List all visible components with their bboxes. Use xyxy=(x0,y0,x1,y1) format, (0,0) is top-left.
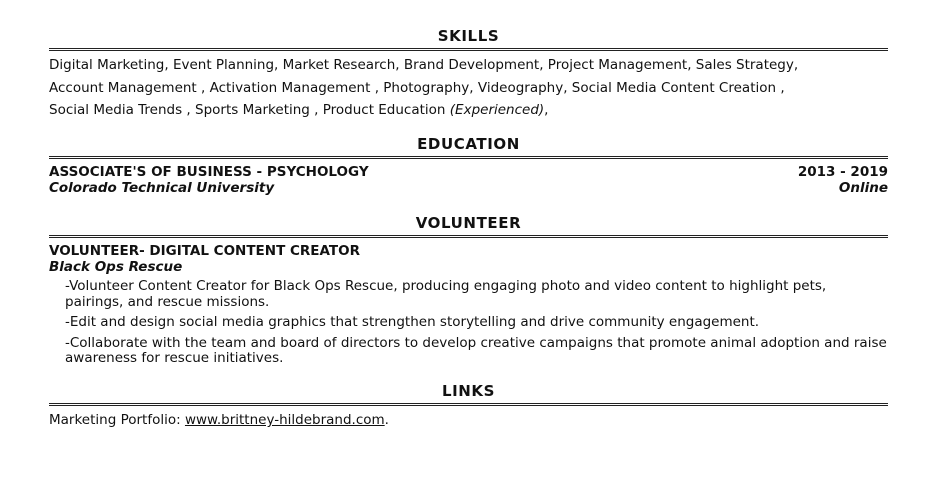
links-divider xyxy=(49,403,888,406)
portfolio-tail: . xyxy=(384,412,389,428)
volunteer-section xyxy=(49,213,888,372)
education-entry-sub xyxy=(49,180,888,196)
portfolio-label: Marketing Portfolio: xyxy=(49,412,185,428)
skills-heading: SKILLS xyxy=(437,27,500,45)
degree-title: ASSOCIATE'S OF BUSINESS - PSYCHOLOGY xyxy=(49,164,369,180)
school-name: Colorado Technical University xyxy=(49,180,275,196)
portfolio-line xyxy=(49,411,888,429)
links-section xyxy=(49,381,888,429)
skills-line-3 xyxy=(49,99,888,122)
volunteer-role-row xyxy=(49,243,888,259)
volunteer-role: VOLUNTEER- DIGITAL CONTENT CREATOR xyxy=(49,243,360,259)
volunteer-bullet xyxy=(65,315,888,331)
skills-line-3-tail: , xyxy=(544,102,549,118)
education-section xyxy=(49,134,888,196)
volunteer-bullet-line: pairings, and rescue missions. xyxy=(65,293,270,310)
skills-list xyxy=(49,54,888,122)
education-divider xyxy=(49,156,888,159)
skills-line-3-text: Social Media Trends , Sports Marketing , Product Education xyxy=(49,102,450,118)
skills-experience-note: (Experienced) xyxy=(449,102,545,118)
volunteer-bullets xyxy=(49,279,888,367)
links-heading: LINKS xyxy=(441,382,496,400)
volunteer-heading: VOLUNTEER xyxy=(415,214,522,232)
volunteer-org-row xyxy=(49,259,888,275)
education-entry-header xyxy=(49,164,888,180)
volunteer-bullet-line: -Collaborate with the team and board of directors to develop creative campaigns that promote animal adoption and raise xyxy=(65,334,887,351)
volunteer-bullet-line: -Edit and design social media graphics that strengthen storytelling and drive community engagement. xyxy=(65,314,760,330)
volunteer-bullet-line: -Volunteer Content Creator for Black Ops Rescue, producing engaging photo and video content to highlight pets, xyxy=(65,278,827,294)
volunteer-bullet xyxy=(65,279,888,310)
volunteer-organization: Black Ops Rescue xyxy=(49,259,183,275)
education-dates: 2013 - 2019 xyxy=(797,164,888,180)
skills-section xyxy=(49,26,888,122)
volunteer-bullet-line: awareness for rescue initiatives. xyxy=(65,350,284,366)
skills-line-1: Digital Marketing, Event Planning, Market Research, Brand Development, Project Management, Sales Strategy, xyxy=(49,57,799,73)
portfolio-link[interactable]: www.brittney-hildebrand.com xyxy=(184,412,385,428)
skills-divider xyxy=(49,48,888,51)
skills-line-2: Account Management , Activation Management , Photography, Videography, Social Media Content Creation , xyxy=(49,79,785,96)
education-heading: EDUCATION xyxy=(417,135,520,153)
volunteer-divider xyxy=(49,235,888,238)
volunteer-bullet xyxy=(65,336,888,367)
education-location: Online xyxy=(838,180,888,196)
